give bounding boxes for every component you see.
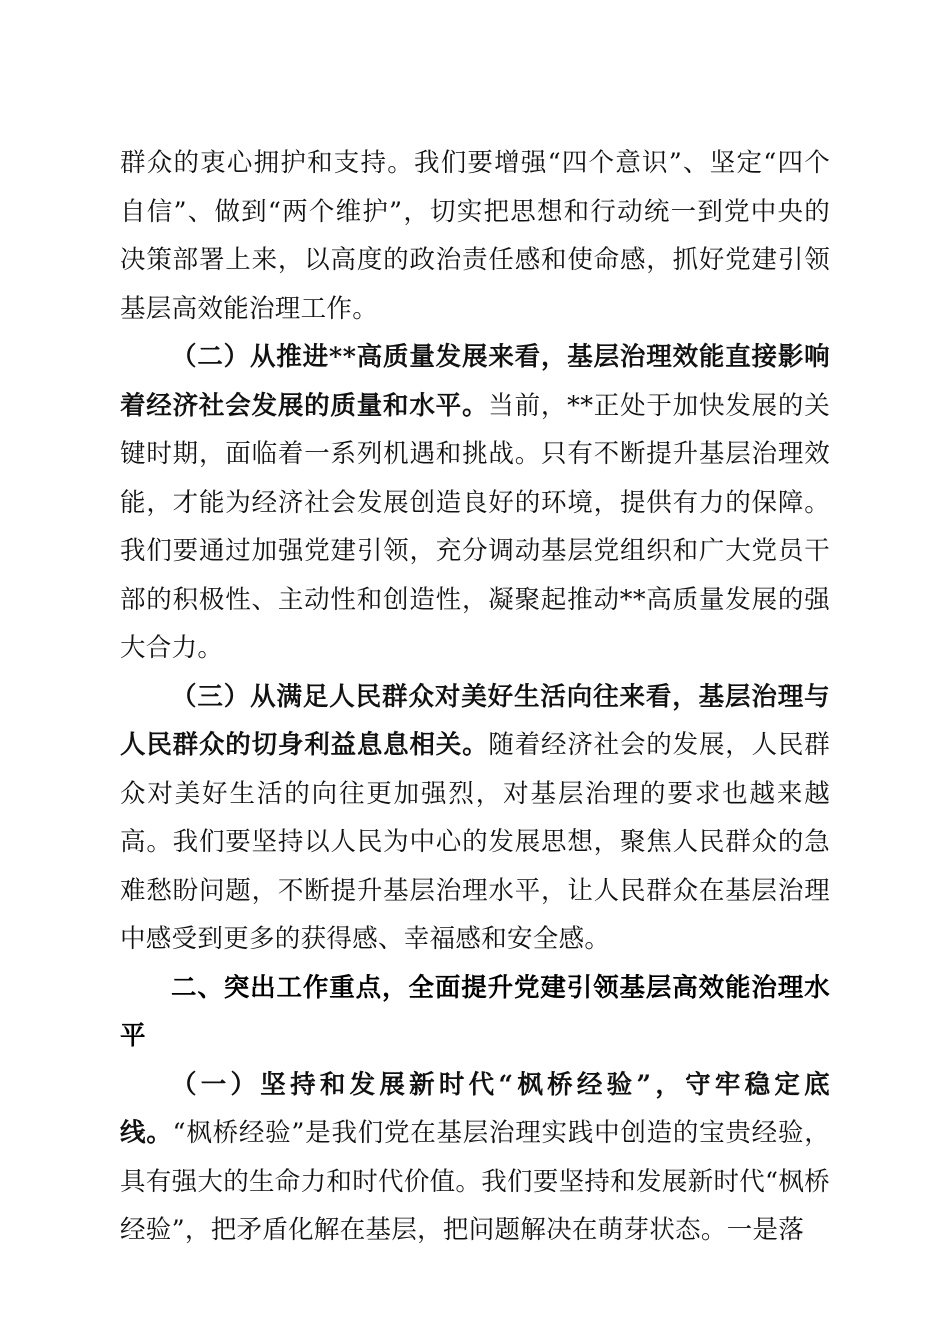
paragraph-section-2 — [120, 333, 830, 673]
paragraph-continuation — [120, 139, 830, 333]
paragraph-lead: （一）坚持和发展新时代“枫桥经验”，守牢稳定底线。 — [120, 1069, 830, 1148]
paragraph-lead: （二）从推进**高质量发展来看，基层治理效能直接影响着经济社会发展的质量和水平。 — [120, 342, 830, 421]
paragraph-lead: （三）从满足人民群众对美好生活向往来看，基层治理与人民群众的切身利益息息相关。 — [120, 681, 830, 760]
paragraph-section-3 — [120, 673, 830, 964]
document-body — [120, 139, 830, 1255]
paragraph-text: 随着经济社会的发展，人民群众对美好生活的向往更加强烈，对基层治理的要求也越来越高。我们要坚持以人民为中心的发展思想，聚焦人民群众的急难愁盼问题，不断提升基层治理水平，让人民群众在基层治理中感受到更多的获得感、幸福感和安全感。 — [120, 730, 831, 954]
paragraph-text: “枫桥经验”是我们党在基层治理实践中创造的宝贵经验，具有强大的生命力和时代价值。我们要坚持和发展新时代“枫桥经验”，把矛盾化解在基层，把问题解决在萌芽状态。一是落 — [120, 1118, 830, 1245]
paragraph-subsection-1 — [120, 1061, 830, 1255]
paragraph-text: 群众的衷心拥护和支持。我们要增强“四个意识”、坚定“四个自信”、做到“两个维护”，切实把思想和行动统一到党中央的决策部署上来，以高度的政治责任感和使命感，抓好党建引领基层高效能治理工作。 — [120, 148, 830, 324]
section-heading: 二、突出工作重点，全面提升党建引领基层高效能治理水平 — [120, 972, 830, 1051]
paragraph-text: 当前，**正处于加快发展的关键时期，面临着一系列机遇和挑战。只有不断提升基层治理效能，才能为经济社会发展创造良好的环境，提供有力的保障。我们要通过加强党建引领，充分调动基层党组织和广大党员干部的积极性、主动性和创造性，凝聚起推动**高质量发展的强大合力。 — [120, 390, 831, 663]
